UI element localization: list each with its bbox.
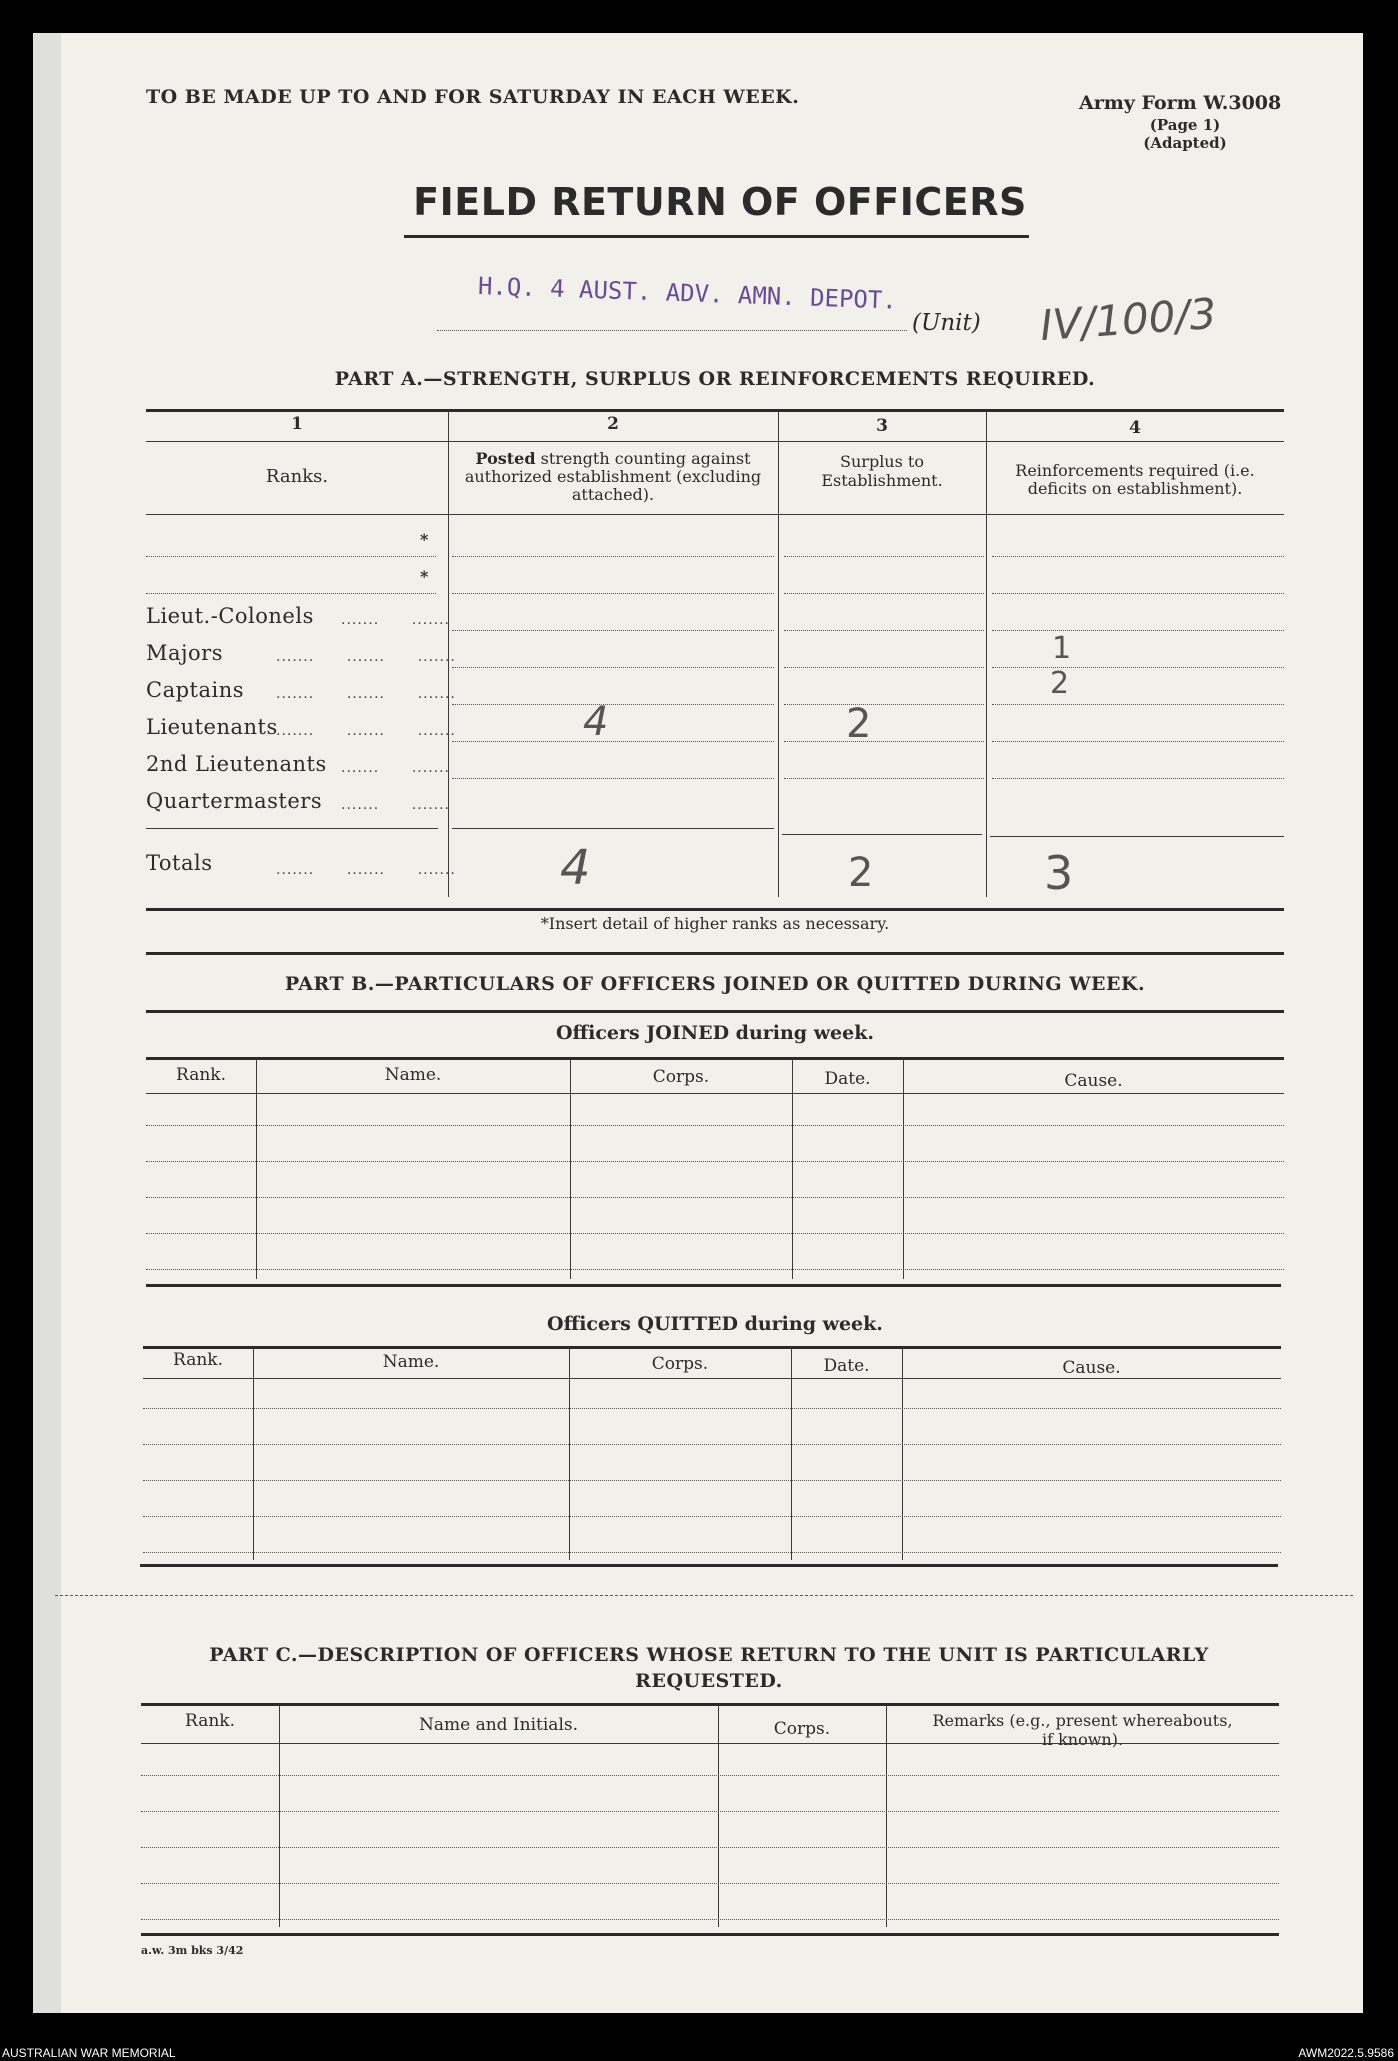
quitted-col-corps: Corps. — [651, 1354, 709, 1374]
col-header-rule — [146, 514, 1284, 515]
joined-col-corps: Corps. — [652, 1067, 710, 1087]
part-a-footnote: *Insert detail of higher ranks as necessary. — [540, 914, 890, 933]
col-header-ranks: Ranks. — [265, 466, 329, 487]
part-c-bottom-rule — [141, 1933, 1279, 1936]
part-a-end-rule — [146, 952, 1284, 955]
quitted-table — [143, 1348, 1281, 1580]
totals-label: Totals — [146, 851, 213, 875]
rank-label: 2nd Lieutenants — [146, 752, 327, 776]
rank-row: Lieutenants ....... ....... ....... 4 2 — [146, 705, 1284, 742]
cut-line — [55, 1595, 1353, 1596]
totals-rule — [146, 828, 438, 829]
col-number-3: 3 — [876, 416, 888, 436]
part-c-table — [141, 1705, 1279, 1935]
sheet-edge — [33, 33, 61, 2013]
part-c-col-rank: Rank. — [185, 1711, 235, 1731]
rank-row: 2nd Lieutenants ....... ....... — [146, 742, 1284, 779]
footer-accession: AWM2022.5.9586 — [1298, 2046, 1394, 2060]
part-c-col-name: Name and Initials. — [418, 1715, 579, 1735]
rank-row: Lieut.-Colonels ....... ....... — [146, 594, 1284, 631]
handwritten-reference: IV/100/3 — [1038, 288, 1218, 351]
part-a-rows — [146, 520, 1284, 820]
rank-label: Lieut.-Colonels — [146, 604, 314, 628]
part-a-bottom-rule — [146, 908, 1284, 911]
part-a-title: PART A.—STRENGTH, SURPLUS OR REINFORCEMENTS REQUIRED. — [334, 368, 1096, 390]
joined-col-rank: Rank. — [176, 1065, 226, 1085]
totals-dots: ....... ....... ....... — [276, 862, 456, 878]
rank-row — [146, 520, 1284, 557]
print-code: a.w. 3m bks 3/42 — [141, 1944, 244, 1957]
page-number: (Page 1) — [1149, 116, 1221, 134]
col-header-posted-bold: Posted — [475, 449, 536, 468]
col-number-4: 4 — [1129, 418, 1141, 438]
handwritten-value: 4 — [583, 699, 609, 745]
rank-row: Captains ....... ....... ....... 2 — [146, 668, 1284, 705]
adapted-note: (Adapted) — [1143, 134, 1227, 152]
col-header-posted-rest: strength counting against authorized establishment (excluding attached). — [464, 449, 762, 504]
unit-label: (Unit) — [912, 310, 981, 336]
form-number: Army Form W.3008 — [1079, 92, 1282, 114]
rank-label: Majors — [146, 641, 223, 665]
joined-bottom-rule — [146, 1284, 1281, 1287]
handwritten-value: 2 — [1050, 666, 1070, 701]
col-number-2: 2 — [607, 414, 619, 434]
totals-rule — [782, 834, 982, 835]
joined-table — [146, 1059, 1284, 1291]
handwritten-value: 2 — [846, 701, 872, 747]
col-number-rule — [146, 441, 1284, 442]
quitted-col-name: Name. — [382, 1352, 440, 1372]
title-underline — [404, 235, 1029, 238]
quitted-title: Officers QUITTED during week. — [547, 1313, 883, 1335]
remarks-line1: Remarks (e.g., present whereabouts, — [932, 1711, 1233, 1730]
quitted-col-date: Date. — [823, 1356, 870, 1376]
part-b-title: PART B.—PARTICULARS OF OFFICERS JOINED OR QUITTED DURING WEEK. — [284, 973, 1146, 995]
part-a-top-rule — [146, 409, 1284, 412]
remarks-line2: if known). — [1041, 1730, 1124, 1749]
totals-posted: 4 — [560, 840, 591, 896]
instruction-text: TO BE MADE UP TO AND FOR SATURDAY IN EACH WEEK. — [146, 86, 800, 108]
unit-dotted-line — [437, 330, 907, 331]
quitted-bottom-rule — [140, 1564, 1278, 1567]
page-title: FIELD RETURN OF OFFICERS — [413, 180, 1027, 224]
rank-label: Quartermasters — [146, 789, 323, 813]
rank-label: Captains — [146, 678, 245, 702]
quitted-col-cause: Cause. — [1062, 1358, 1121, 1378]
joined-col-cause: Cause. — [1064, 1071, 1123, 1091]
joined-col-name: Name. — [384, 1065, 442, 1085]
handwritten-value: 1 — [1052, 631, 1072, 666]
col-header-surplus: Surplus to Establishment. — [821, 452, 943, 490]
rank-row: Majors ....... ....... ....... 1 — [146, 631, 1284, 668]
totals-rule — [452, 828, 774, 829]
footer-source: AUSTRALIAN WAR MEMORIAL — [2, 2046, 176, 2060]
footer-bar — [0, 2038, 1398, 2061]
part-c-title-line1: PART C.—DESCRIPTION OF OFFICERS WHOSE RETURN TO THE UNIT IS PARTICULARLY — [209, 1644, 1209, 1666]
col-header-reinforcements: Reinforcements required (i.e. deficits on establishment). — [1015, 461, 1255, 498]
rank-label: Lieutenants — [146, 715, 278, 739]
totals-surplus: 2 — [848, 850, 874, 896]
part-b-rule — [146, 1010, 1284, 1013]
unit-stamp: H.Q. 4 AUST. ADV. AMN. DEPOT. — [477, 272, 898, 315]
totals-reinforcements: 3 — [1044, 846, 1074, 900]
col-number-1: 1 — [291, 414, 303, 434]
rank-row — [146, 557, 1284, 594]
rank-row: Quartermasters ....... ....... — [146, 789, 451, 813]
star-marker: * — [420, 530, 429, 549]
star-marker: * — [420, 567, 429, 586]
joined-title: Officers JOINED during week. — [555, 1022, 875, 1044]
part-c-col-corps: Corps. — [773, 1719, 831, 1739]
joined-col-date: Date. — [824, 1069, 871, 1089]
col-header-posted — [455, 450, 771, 504]
totals-rule — [990, 836, 1284, 837]
quitted-col-rank: Rank. — [173, 1350, 223, 1370]
part-c-title-line2: REQUESTED. — [635, 1670, 783, 1692]
